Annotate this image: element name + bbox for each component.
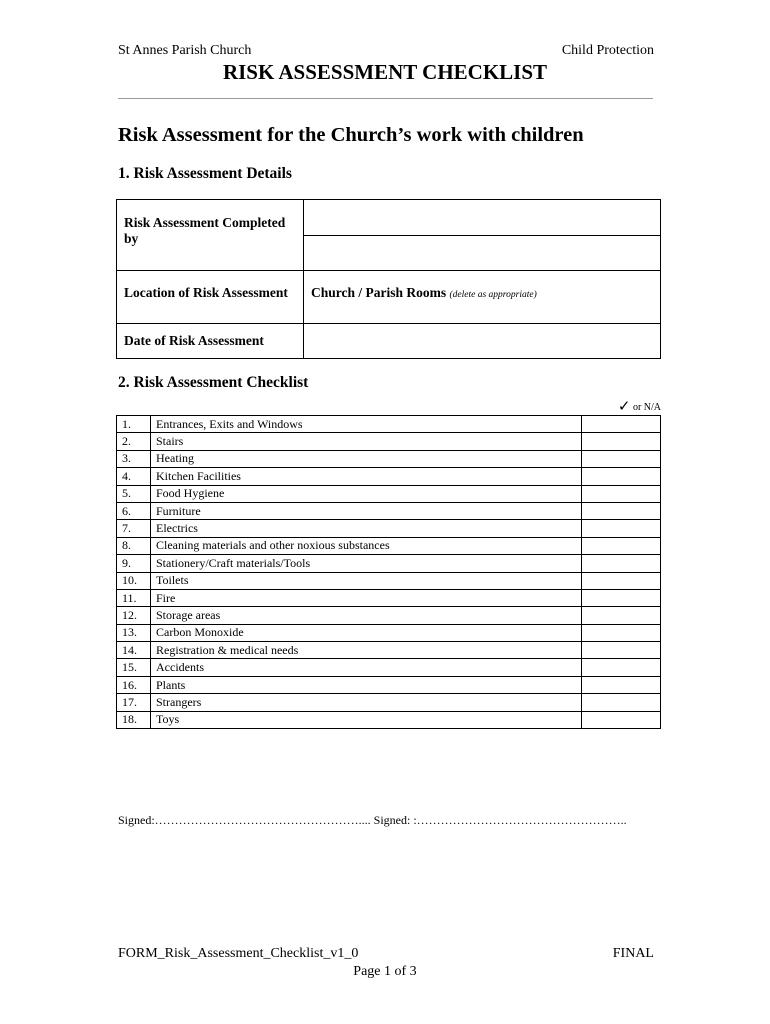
checklist-item-number: 18. xyxy=(117,711,151,728)
location-field[interactable] xyxy=(304,271,661,324)
checklist-item-check-cell[interactable] xyxy=(582,468,661,485)
page-number: Page 1 of 3 xyxy=(353,964,417,979)
checklist-item-number: 13. xyxy=(117,624,151,641)
checklist-row xyxy=(117,711,661,728)
checklist-row xyxy=(117,676,661,693)
document-subtitle: Risk Assessment for the Church’s work with children xyxy=(118,124,584,146)
checklist-row xyxy=(117,572,661,589)
checklist-item-label: Carbon Monoxide xyxy=(151,624,582,641)
checklist-item-label: Electrics xyxy=(151,520,582,537)
checklist-item-number: 7. xyxy=(117,520,151,537)
form-id: FORM_Risk_Assessment_Checklist_v1_0 xyxy=(118,946,359,961)
checklist-row xyxy=(117,520,661,537)
checklist-item-check-cell[interactable] xyxy=(582,694,661,711)
legend-text: or N/A xyxy=(632,402,661,413)
checklist-item-number: 6. xyxy=(117,502,151,519)
checklist-item-label: Fire xyxy=(151,589,582,606)
checklist-row xyxy=(117,433,661,450)
checklist-row xyxy=(117,450,661,467)
completed-by-field-2[interactable] xyxy=(304,236,661,271)
check-legend xyxy=(618,397,661,416)
checklist-item-check-cell[interactable] xyxy=(582,555,661,572)
checklist-item-number: 11. xyxy=(117,589,151,606)
checklist-item-check-cell[interactable] xyxy=(582,502,661,519)
checklist-item-number: 3. xyxy=(117,450,151,467)
checklist-item-label: Strangers xyxy=(151,694,582,711)
check-icon: ✓ xyxy=(617,399,631,415)
checklist-row xyxy=(117,555,661,572)
checklist-row xyxy=(117,659,661,676)
checklist-item-number: 4. xyxy=(117,468,151,485)
checklist-item-label: Storage areas xyxy=(151,607,582,624)
checklist-item-number: 14. xyxy=(117,642,151,659)
checklist-item-check-cell[interactable] xyxy=(582,450,661,467)
checklist-item-label: Cleaning materials and other noxious substances xyxy=(151,537,582,554)
checklist-item-label: Heating xyxy=(151,450,582,467)
completed-by-label: Risk Assessment Completed by xyxy=(117,200,304,271)
checklist-item-check-cell[interactable] xyxy=(582,537,661,554)
checklist-item-check-cell[interactable] xyxy=(582,676,661,693)
checklist-row xyxy=(117,537,661,554)
date-label: Date of Risk Assessment xyxy=(117,324,304,359)
checklist-item-label: Registration & medical needs xyxy=(151,642,582,659)
checklist-item-number: 1. xyxy=(117,416,151,433)
checklist-item-number: 12. xyxy=(117,607,151,624)
checklist-item-label: Stairs xyxy=(151,433,582,450)
checklist-row xyxy=(117,624,661,641)
checklist-item-number: 2. xyxy=(117,433,151,450)
checklist-item-check-cell[interactable] xyxy=(582,607,661,624)
checklist-item-check-cell[interactable] xyxy=(582,572,661,589)
header-divider xyxy=(118,98,653,99)
checklist-item-check-cell[interactable] xyxy=(582,485,661,502)
location-value: Church / Parish Rooms xyxy=(311,285,447,300)
checklist-item-check-cell[interactable] xyxy=(582,711,661,728)
checklist-item-label: Kitchen Facilities xyxy=(151,468,582,485)
completed-by-field-1[interactable] xyxy=(304,200,661,236)
checklist-item-check-cell[interactable] xyxy=(582,416,661,433)
date-field[interactable] xyxy=(304,324,661,359)
location-note: (delete as appropriate) xyxy=(449,290,537,300)
checklist-row xyxy=(117,642,661,659)
checklist-item-label: Stationery/Craft materials/Tools xyxy=(151,555,582,572)
checklist-row xyxy=(117,607,661,624)
checklist-item-label: Plants xyxy=(151,676,582,693)
checklist-item-number: 10. xyxy=(117,572,151,589)
section-1-heading: 1. Risk Assessment Details xyxy=(118,165,292,182)
checklist-row xyxy=(117,694,661,711)
location-label: Location of Risk Assessment xyxy=(117,271,304,324)
section-2-heading: 2. Risk Assessment Checklist xyxy=(118,374,309,391)
checklist-item-number: 8. xyxy=(117,537,151,554)
checklist-item-number: 5. xyxy=(117,485,151,502)
organisation-name: St Annes Parish Church xyxy=(118,43,252,58)
checklist-item-number: 17. xyxy=(117,694,151,711)
checklist-item-check-cell[interactable] xyxy=(582,642,661,659)
form-status: FINAL xyxy=(612,946,654,961)
checklist-item-check-cell[interactable] xyxy=(582,589,661,606)
checklist-row xyxy=(117,485,661,502)
checklist-item-label: Toilets xyxy=(151,572,582,589)
checklist-item-label: Food Hygiene xyxy=(151,485,582,502)
checklist-row xyxy=(117,502,661,519)
checklist-item-label: Accidents xyxy=(151,659,582,676)
checklist-table xyxy=(116,415,661,729)
checklist-item-number: 9. xyxy=(117,555,151,572)
department-name: Child Protection xyxy=(561,43,654,58)
checklist-item-check-cell[interactable] xyxy=(582,520,661,537)
checklist-item-number: 15. xyxy=(117,659,151,676)
checklist-item-check-cell[interactable] xyxy=(582,624,661,641)
signature-line: Signed:…………………………………………….... Signed: :…………………………………………….. xyxy=(118,813,627,827)
checklist-item-number: 16. xyxy=(117,676,151,693)
checklist-item-check-cell[interactable] xyxy=(582,659,661,676)
checklist-item-label: Furniture xyxy=(151,502,582,519)
details-table xyxy=(116,199,661,359)
checklist-row xyxy=(117,468,661,485)
checklist-row xyxy=(117,589,661,606)
checklist-item-check-cell[interactable] xyxy=(582,433,661,450)
checklist-row xyxy=(117,416,661,433)
document-title: RISK ASSESSMENT CHECKLIST xyxy=(222,60,548,84)
checklist-item-label: Toys xyxy=(151,711,582,728)
checklist-item-label: Entrances, Exits and Windows xyxy=(151,416,582,433)
